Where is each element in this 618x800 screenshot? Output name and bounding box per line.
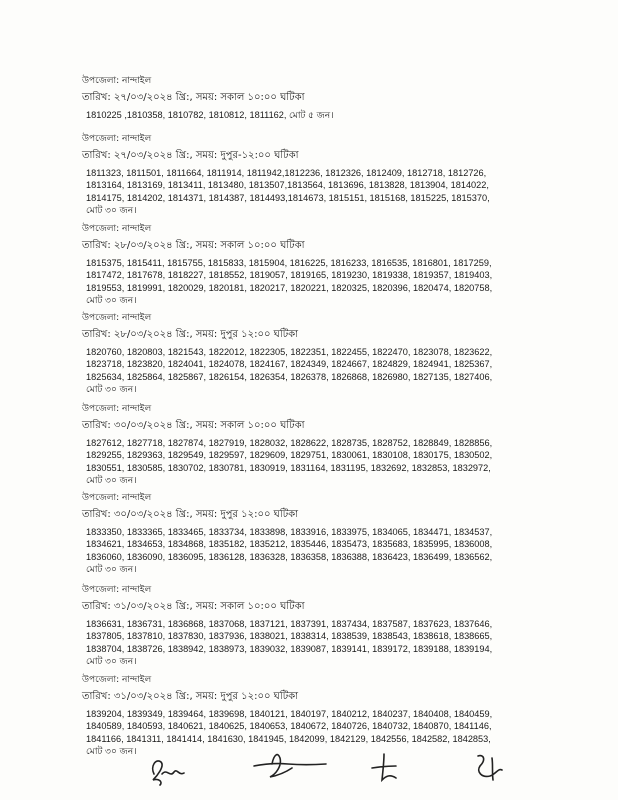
- roll-number-list: [86, 437, 524, 487]
- upazila-label: উপজেলা: নান্দাইল: [82, 224, 152, 234]
- upazila-label: উপজেলা: নান্দাইল: [82, 76, 152, 86]
- roll-line: 1825634, 1825864, 1825867, 1826154, 1826354, 1826378, 1826868, 1826980, 1827135, 1827406,: [86, 371, 493, 382]
- upazila-label: উপজেলা: নান্দাইল: [82, 404, 152, 414]
- roll-total: মোট ৩০ জন।: [86, 384, 137, 395]
- roll-line: 1833350, 1833365, 1833465, 1833734, 1833898, 1833916, 1833975, 1834065, 1834471, 1834537,: [86, 527, 493, 537]
- roll-total: মোট ৩০ জন।: [86, 295, 137, 306]
- roll-line: 1815375, 1815411, 1815755, 1815833, 1815904, 1816225, 1816233, 1816535, 1816801, 1817259,: [86, 258, 492, 268]
- roll-line: 1841166, 1841311, 1841414, 1841630, 1841945, 1842099, 1842129, 1842556, 1842582, 1842853,: [86, 733, 491, 744]
- upazila-label: উপজেলা: নান্দাইল: [82, 493, 152, 503]
- signature-3: [366, 748, 404, 786]
- roll-number-list: [86, 618, 524, 668]
- roll-number-list: [86, 109, 524, 121]
- roll-line: 1839204, 1839349, 1839464, 1839698, 1840121, 1840197, 1840212, 1840237, 1840408, 1840459,: [86, 709, 493, 719]
- date-time-line: তারিখ: ২৭/০৩/২০২৪ খ্রি:, সময়: সকাল ১০:০০ ঘটিকা: [82, 92, 305, 103]
- date-time-line: তারিখ: ৩১/০৩/২০২৪ খ্রি:, সময়: দুপুর ১২:০০ ঘটিকা: [82, 691, 299, 702]
- date-time-line: তারিখ: ৩১/০৩/২০২৪ খ্রি:, সময়: সকাল ১০:০০ ঘটিকা: [82, 601, 305, 612]
- roll-number-list: [86, 167, 524, 217]
- roll-line: 1840589, 1840593, 1840621, 1840625, 1840653, 1840672, 1840726, 1840732, 1840870, 1841146,: [86, 721, 492, 732]
- roll-line: 1823718, 1823820, 1824041, 1824078, 1824167, 1824349, 1824667, 1824829, 1824941, 1825367,: [86, 359, 493, 370]
- roll-total: মোট ৩০ জন।: [86, 475, 137, 486]
- date-time-line: তারিখ: ৩০/০৩/২০২৪ খ্রি:, সময়: সকাল ১০:০০ ঘটিকা: [82, 420, 305, 431]
- roll-line: 1813164, 1813169, 1813411, 1813480, 1813507,1813564, 1813696, 1813828, 1813904, 1814022,: [86, 180, 489, 191]
- roll-number-list: [86, 257, 524, 307]
- date-time-line: তারিখ: ২৮/০৩/২০২৪ খ্রি:, সময়: সকাল ১০:০০ ঘটিকা: [82, 240, 305, 251]
- upazila-label: উপজেলা: নান্দাইল: [82, 134, 152, 144]
- date-time-line: তারিখ: ২৮/০৩/২০২৪ খ্রি:, সময়: দুপুর ১২:০০ ঘটিকা: [82, 329, 299, 340]
- roll-line: 1836060, 1836090, 1836095, 1836128, 1836328, 1836358, 1836388, 1836423, 1836499, 1836562,: [86, 551, 493, 562]
- roll-line: 1814175, 1814202, 1814371, 1814387, 1814493,1814673, 1815151, 1815168, 1815225, 1815370,: [86, 192, 490, 203]
- roll-line: 1837805, 1837810, 1837830, 1837936, 1838021, 1838314, 1838539, 1838543, 1838618, 1838665,: [86, 631, 493, 642]
- upazila-label: উপজেলা: নান্দাইল: [82, 585, 152, 595]
- roll-total: মোট ৩০ জন।: [86, 205, 137, 216]
- roll-line: 1827612, 1827718, 1827874, 1827919, 1828032, 1828622, 1828735, 1828752, 1828849, 1828856,: [86, 438, 493, 448]
- roll-line: 1834621, 1834653, 1834868, 1835182, 1835212, 1835446, 1835473, 1835683, 1835995, 1836008,: [86, 539, 493, 550]
- roll-line: 1820760, 1820803, 1821543, 1822012, 1822305, 1822351, 1822455, 1822470, 1823078, 1823622,: [86, 347, 493, 357]
- date-time-line: তারিখ: ৩০/০৩/২০২৪ খ্রি:, সময়: দুপুর ১২:০০ ঘটিকা: [82, 509, 299, 520]
- roll-line: 1830551, 1830585, 1830702, 1830781, 1830919, 1831164, 1831195, 1832692, 1832853, 1832972,: [86, 462, 491, 473]
- roll-total: মোট ৩০ জন।: [86, 656, 137, 667]
- roll-line: 1838704, 1838726, 1838942, 1838973, 1839032, 1839087, 1839141, 1839172, 1839188, 1839194,: [86, 643, 493, 654]
- roll-number-list: [86, 346, 524, 396]
- signature-2: [250, 744, 330, 784]
- roll-line: 1817472, 1817678, 1818227, 1818552, 1819057, 1819165, 1819230, 1819338, 1819357, 1819403,: [86, 270, 493, 281]
- roll-line: 1810225 ,1810358, 1810782, 1810812, 1811162, মোট ৫ জন।: [86, 110, 334, 120]
- signature-4: [468, 748, 508, 786]
- upazila-label: উপজেলা: নান্দাইল: [82, 313, 152, 323]
- date-time-line: তারিখ: ২৭/০৩/২০২৪ খ্রি:, সময়: দুপুর-১২:০০ ঘটিকা: [82, 150, 299, 161]
- signature-1: [146, 752, 188, 788]
- roll-line: 1829255, 1829363, 1829549, 1829597, 1829609, 1829751, 1830061, 1830108, 1830175, 1830502,: [86, 450, 493, 461]
- upazila-label: উপজেলা: নান্দাইল: [82, 675, 152, 685]
- roll-number-list: [86, 526, 524, 576]
- roll-total: মোট ৩০ জন।: [86, 564, 137, 575]
- roll-line: 1811323, 1811501, 1811664, 1811914, 1811942,1812236, 1812326, 1812409, 1812718, 1812726,: [86, 168, 487, 178]
- roll-line: 1836631, 1836731, 1836868, 1837068, 1837121, 1837391, 1837434, 1837587, 1837623, 1837646,: [86, 619, 493, 629]
- roll-total: মোট ৩০ জন।: [86, 746, 137, 757]
- roll-line: 1819553, 1819991, 1820029, 1820181, 1820217, 1820221, 1820325, 1820396, 1820474, 1820758,: [86, 282, 493, 293]
